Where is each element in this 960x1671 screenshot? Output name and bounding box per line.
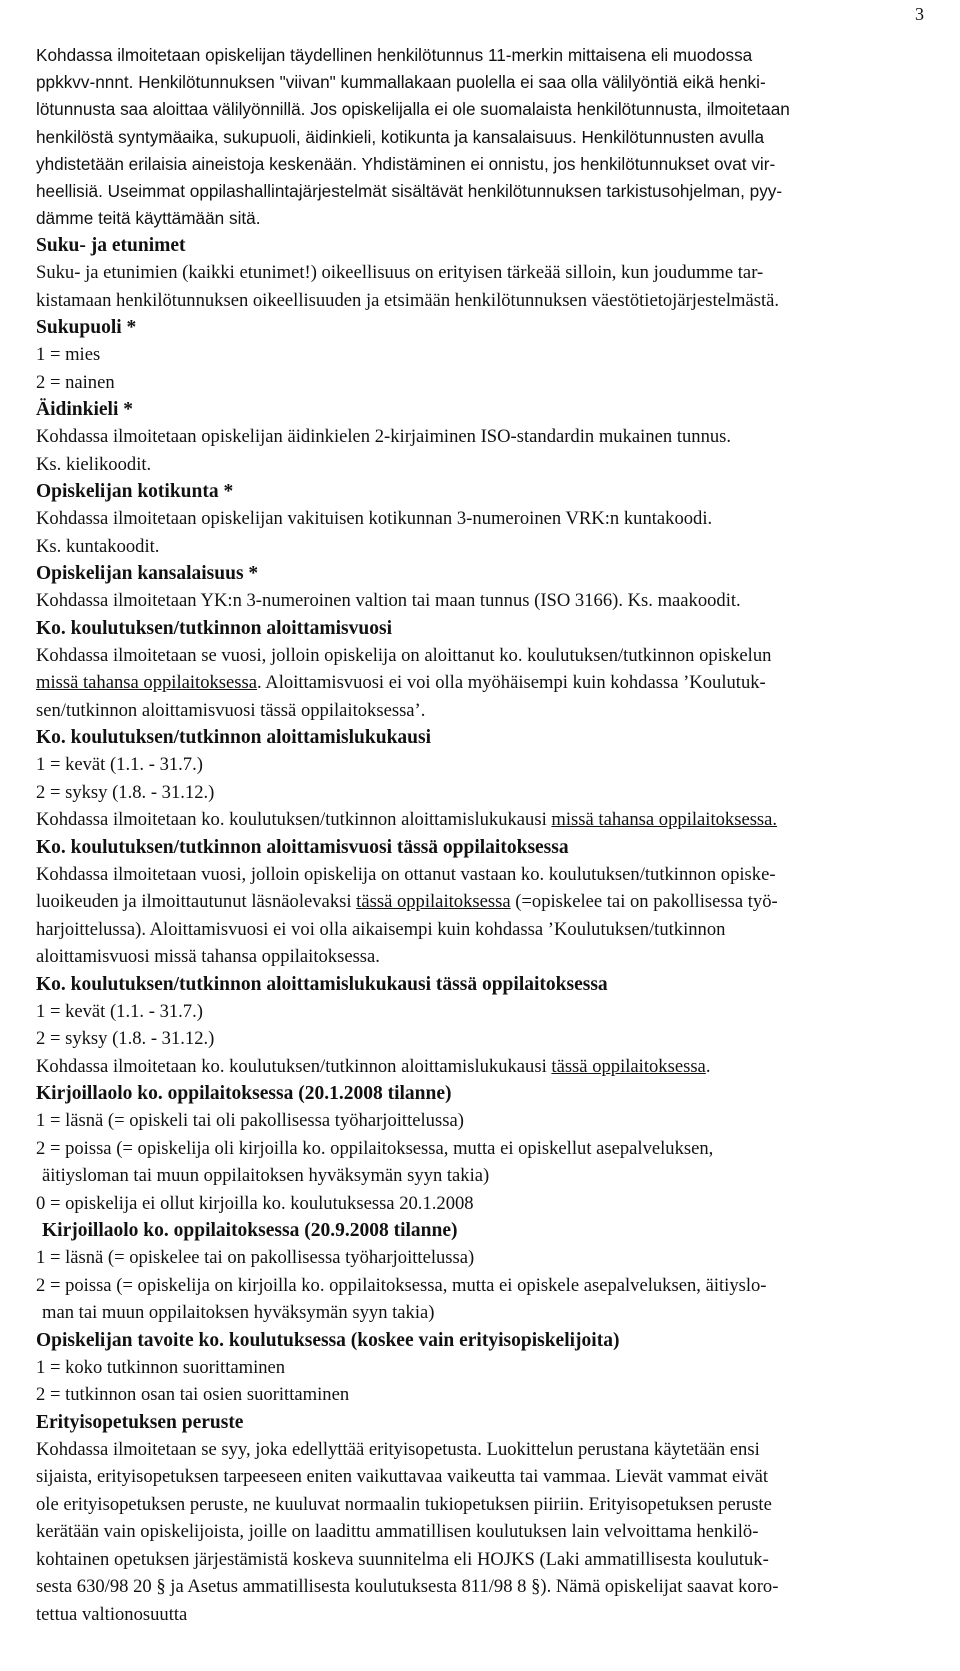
page-content [36,42,942,1628]
option-line: 2 = tutkinnon osan tai osien suorittaminen [36,1384,350,1406]
option-line: 2 = syksy (1.8. - 31.12.) [36,781,215,803]
option-line: 2 = poissa (= opiskelija on kirjoilla ko. oppilaitoksessa, mutta ei opiskele asepalveluksen, äitiyslo- [36,1274,767,1296]
body-line: kistamaan henkilötunnuksen oikeellisuuden ja etsimään henkilötunnuksen väestötietojärjestelmästä. [36,289,780,311]
section-enrollment-jan [36,1080,942,1217]
section-heading: Äidinkieli * [36,399,133,421]
body-line: Ks. kielikoodit. [36,453,152,475]
option-line: 1 = läsnä (= opiskelee tai on pakollisessa työharjoittelussa) [36,1247,475,1269]
section-heading: Ko. koulutuksen/tutkinnon aloittamislukukausi [36,727,432,749]
text-span: Kohdassa ilmoitetaan ko. koulutuksen/tutkinnon aloittamislukukausi [36,809,552,831]
section-enrollment-sep [36,1217,942,1327]
section-heading: Kirjoillaolo ko. oppilaitoksessa (20.1.2008 tilanne) [36,1083,452,1105]
section-start-term [36,724,942,834]
option-line: 2 = poissa (= opiskelija oli kirjoilla ko. oppilaitoksessa, mutta ei opiskellut asepalveluksen, [36,1137,714,1159]
section-heading: Suku- ja etunimet [36,235,186,257]
section-heading: Opiskelijan tavoite ko. koulutuksessa (koskee vain erityisopiskelijoita) [36,1329,620,1351]
text-span: . [705,1055,711,1077]
body-line [36,1053,942,1081]
body-line: sen/tutkinnon aloittamisvuosi tässä oppilaitoksessa’. [36,699,426,721]
intro-line: yhdistetään erilaisia aineistoja keskenään. Yhdistäminen ei onnistu, jos henkilötunnukset ovat vir- [36,153,776,174]
section-heading: Sukupuoli * [36,317,137,339]
intro-paragraph [36,42,942,232]
section-heading: Opiskelijan kotikunta * [36,481,234,503]
body-line: aloittamisvuosi missä tahansa oppilaitoksessa. [36,946,380,968]
body-line: Kohdassa ilmoitetaan se syy, joka edellyttää erityisopetusta. Luokittelun perustana käytetään ensi [36,1438,760,1460]
body-line [36,888,942,916]
section-heading: Kirjoillaolo ko. oppilaitoksessa (20.9.2008 tilanne) [42,1220,458,1242]
section-start-term-this-school [36,971,942,1081]
body-line: Kohdassa ilmoitetaan opiskelijan vakituisen kotikunnan 3-numeroinen VRK:n kuntakoodi. [36,508,713,530]
text-span: (=opiskelee tai on pakollisessa työ- [510,891,778,913]
body-line: Kohdassa ilmoitetaan vuosi, jolloin opiskelija on ottanut vastaan ko. koulutuksen/tutkinnon opiske- [36,863,776,885]
underlined-text: missä tahansa oppilaitoksessa. [551,809,778,831]
option-line-continued: äitiysloman tai muun oppilaitoksen hyväksymän syyn takia) [42,1165,490,1187]
option-line: 1 = kevät (1.1. - 31.7.) [36,1000,203,1022]
underlined-text: missä tahansa oppilaitoksessa [36,672,258,694]
intro-line: dämme teitä käyttämään sitä. [36,208,261,229]
text-span: Kohdassa ilmoitetaan ko. koulutuksen/tutkinnon aloittamislukukausi [36,1055,552,1077]
body-line: Kohdassa ilmoitetaan YK:n 3-numeroinen valtion tai maan tunnus (ISO 3166). Ks. maakoodit. [36,590,741,612]
section-special-education-basis [36,1409,942,1629]
option-line: 1 = koko tutkinnon suorittaminen [36,1356,286,1378]
page-number: 3 [915,4,924,24]
section-mother-tongue [36,396,942,478]
section-names [36,232,942,314]
body-line: Ks. kuntakoodit. [36,535,160,557]
option-line: 1 = mies [36,344,101,366]
section-goal [36,1327,942,1409]
body-line: Suku- ja etunimien (kaikki etunimet!) oikeellisuus on erityisen tärkeää silloin, kun joudumme tar- [36,262,764,284]
section-home-municipality [36,478,942,560]
option-line: 1 = kevät (1.1. - 31.7.) [36,754,203,776]
section-heading: Erityisopetuksen peruste [36,1411,244,1433]
body-line: Kohdassa ilmoitetaan opiskelijan äidinkielen 2-kirjaiminen ISO-standardin mukainen tunnus. [36,426,732,448]
option-line: 2 = nainen [36,371,115,393]
option-line: 2 = syksy (1.8. - 31.12.) [36,1028,215,1050]
body-line [36,669,942,697]
body-line [36,806,942,834]
body-line: sijaista, erityisopetuksen tarpeeseen eniten vaikuttavaa vaikeutta tai vammaa. Lievät vammat eivät [36,1466,769,1488]
section-heading: Ko. koulutuksen/tutkinnon aloittamislukukausi tässä oppilaitoksessa [36,973,608,995]
section-heading: Ko. koulutuksen/tutkinnon aloittamisvuosi [36,617,392,639]
underlined-text: tässä oppilaitoksessa [551,1055,706,1077]
body-line: Kohdassa ilmoitetaan se vuosi, jolloin opiskelija on aloittanut ko. koulutuksen/tutkinnon opiskelun [36,644,772,666]
option-line: 0 = opiskelija ei ollut kirjoilla ko. koulutuksessa 20.1.2008 [36,1192,474,1214]
intro-line: henkilöstä syntymäaika, sukupuoli, äidinkieli, kotikunta ja kansalaisuus. Henkilötunnusten avulla [36,126,765,147]
intro-line: lötunnusta saa aloittaa välilyönnillä. Jos opiskelijalla ei ole suomalaista henkilötunnusta, ilmoitetaan [36,99,790,120]
section-start-year-this-school [36,834,942,971]
underlined-text: tässä oppilaitoksessa [356,891,511,913]
option-line: 1 = läsnä (= opiskeli tai oli pakollisessa työharjoittelussa) [36,1110,464,1132]
text-span: . Aloittamisvuosi ei voi olla myöhäisempi kuin kohdassa ’Koulutuk- [257,672,766,694]
section-gender [36,314,942,396]
body-line: sesta 630/98 20 § ja Asetus ammatillisesta koulutuksesta 811/98 8 §). Nämä opiskelijat saavat koro- [36,1576,779,1598]
section-nationality [36,560,942,615]
text-span: luoikeuden ja ilmoittautunut läsnäolevaksi [36,891,357,913]
intro-line: heellisiä. Useimmat oppilashallintajärjestelmät sisältävät henkilötunnuksen tarkistusohjelman, pyy- [36,181,783,202]
body-line: ole erityisopetuksen peruste, ne kuuluvat normaalin tukiopetuksen piiriin. Erityisopetuksen peruste [36,1493,772,1515]
body-line: harjoittelussa). Aloittamisvuosi ei voi olla aikaisempi kuin kohdassa ’Koulutuksen/tutkinnon [36,918,726,940]
section-heading: Ko. koulutuksen/tutkinnon aloittamisvuosi tässä oppilaitoksessa [36,836,569,858]
section-heading: Opiskelijan kansalaisuus * [36,563,259,585]
section-start-year [36,615,942,725]
option-line-continued: man tai muun oppilaitoksen hyväksymän syyn takia) [42,1302,435,1324]
body-line: tettua valtionosuutta [36,1603,188,1625]
body-line: kerätään vain opiskelijoista, joille on laadittu ammatillisen koulutuksen lain velvoittama henkilö- [36,1521,759,1543]
intro-line: Kohdassa ilmoitetaan opiskelijan täydellinen henkilötunnus 11-merkin mittaisena eli muodossa [36,45,753,65]
body-line: kohtainen opetuksen järjestämistä koskeva suunnitelma eli HOJKS (Laki ammatillisesta koulutuk- [36,1548,769,1570]
intro-line: ppkkvv-nnnt. Henkilötunnuksen "viivan" kummallakaan puolella ei saa olla välilyöntiä eikä henki- [36,72,766,93]
